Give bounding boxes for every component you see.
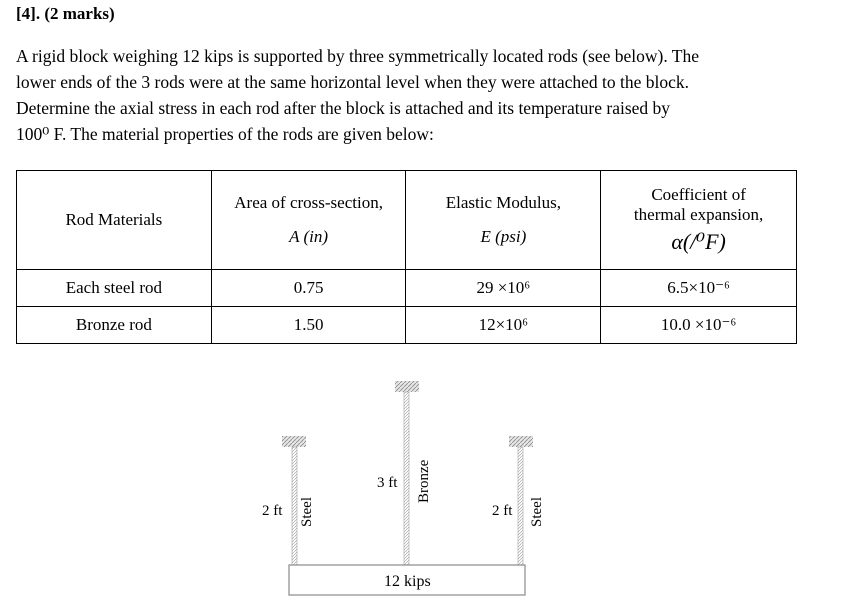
load-label: 12 kips xyxy=(384,573,431,590)
center-support xyxy=(395,381,419,392)
area-symbol: A (in) xyxy=(289,227,329,246)
center-length-label: 3 ft xyxy=(377,475,398,491)
header-area: Area of cross-section, A (in) xyxy=(211,171,406,270)
center-material-label: Bronze xyxy=(416,459,432,503)
cell-modulus: 12×10⁶ xyxy=(406,307,601,344)
question-line: A rigid block weighing 12 kips is supported by three symmetrically located rods (see below). The xyxy=(16,46,700,66)
question-line: Determine the axial stress in each rod after the block is attached and its temperature raised by xyxy=(16,98,671,118)
left-length-label: 2 ft xyxy=(262,503,283,519)
cell-area: 1.50 xyxy=(211,307,406,344)
question-line: lower ends of the 3 rods were at the same horizontal level when they were attached to the block. xyxy=(16,72,690,92)
header-coefficient: Coefficient of thermal expansion, α(/⁰F) xyxy=(601,171,797,270)
header-material: Rod Materials xyxy=(17,171,212,270)
cell-modulus: 29 ×10⁶ xyxy=(406,270,601,307)
right-length-label: 2 ft xyxy=(492,503,513,519)
cell-coefficient: 6.5×10⁻⁶ xyxy=(601,270,797,307)
alpha-symbol: α(/⁰F) xyxy=(671,229,726,254)
table-row xyxy=(17,307,797,344)
left-material-label: Steel xyxy=(299,497,315,527)
cell-area: 0.75 xyxy=(211,270,406,307)
cell-material: Bronze rod xyxy=(17,307,212,344)
modulus-symbol: E (psi) xyxy=(480,227,527,246)
header-modulus: Elastic Modulus, E (psi) xyxy=(406,171,601,270)
material-properties-table xyxy=(16,170,797,344)
cell-coefficient: 10.0 ×10⁻⁶ xyxy=(601,307,797,344)
left-steel-rod xyxy=(292,447,297,565)
left-support xyxy=(282,436,306,447)
right-material-label: Steel xyxy=(529,497,545,527)
table-header-row xyxy=(17,171,797,270)
question-line: 100⁰ F. The material properties of the rods are given below: xyxy=(16,124,434,144)
table-row xyxy=(17,270,797,307)
rod-block-diagram xyxy=(240,375,570,605)
right-support xyxy=(509,436,533,447)
bronze-rod xyxy=(404,392,409,565)
question-title: [4]. (2 marks) xyxy=(16,4,115,23)
cell-material: Each steel rod xyxy=(17,270,212,307)
question-text xyxy=(16,43,798,147)
right-steel-rod xyxy=(518,447,523,565)
